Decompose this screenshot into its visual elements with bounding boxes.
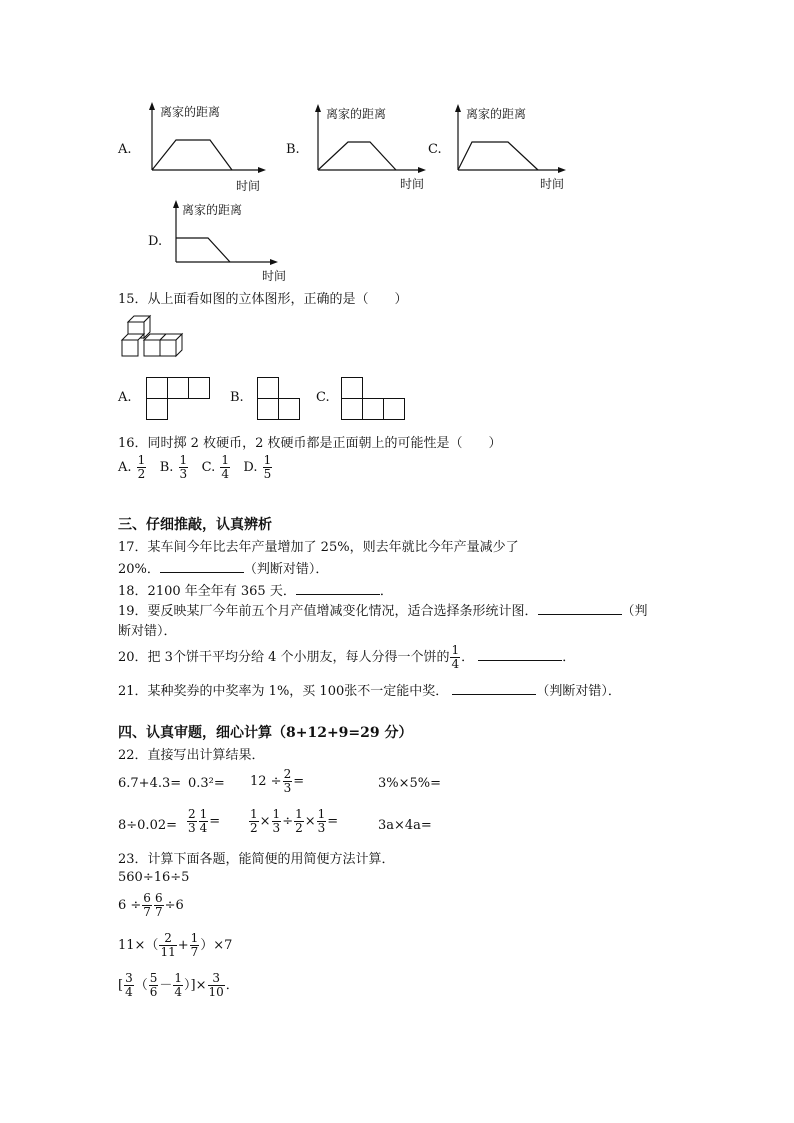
- y-axis-arrow: [173, 200, 179, 208]
- fraction: $\frac{1}{4}$: [451, 643, 460, 671]
- graph-d-line: [176, 238, 230, 262]
- q15-option-b-label: B.: [230, 390, 244, 405]
- q16-text: 16．同时掷 2 枚硬币，2 枚硬币都是正面朝上的可能性是（ ）: [118, 436, 502, 451]
- y-axis-arrow: [149, 102, 155, 110]
- grid-square: [341, 377, 363, 399]
- x-axis-label: 时间: [262, 269, 287, 283]
- cube-front: [160, 340, 176, 356]
- q23-expr-4: [ $\frac{3}{4}$ （ $\frac{5}{6}$ － $\frac{1}{4}$ ）]× $\frac{3}{10}$ ．: [118, 971, 239, 999]
- calc-r1-b: 0.3²=: [188, 776, 225, 791]
- q15-option-a-label: A.: [118, 390, 132, 405]
- q17-line1: 17．某车间今年比去年产量增加了 25%，则去年就比今年产量减少了: [118, 540, 519, 555]
- calc-r1-d: 3%×5%=: [378, 776, 442, 791]
- grid-square: [188, 377, 210, 399]
- y-axis-arrow: [315, 104, 321, 112]
- x-axis-label: 时间: [540, 177, 565, 191]
- q17-line2: 20%． （判断对错）．: [118, 558, 328, 577]
- fraction: $\frac{3}{10}$: [208, 971, 224, 999]
- fraction: $\frac{1}{4}$: [174, 971, 183, 999]
- fraction: $\frac{1}{4}$: [221, 453, 229, 481]
- x-axis-arrow: [258, 167, 266, 173]
- x-axis-arrow: [270, 259, 278, 265]
- q16-options: [118, 454, 273, 481]
- fraction: $\frac{1}{4}$: [199, 807, 208, 835]
- fraction: $\frac{3}{4}$: [125, 971, 133, 999]
- fraction: $\frac{1}{3}$: [272, 807, 281, 835]
- fraction: $\frac{6}{7}$: [154, 891, 163, 919]
- q15-text: 15．从上面看如图的立体图形，正确的是（ ）: [118, 292, 408, 307]
- option-b-label: B.: [286, 142, 300, 157]
- grid-square: [146, 377, 168, 399]
- answer-blank[interactable]: [296, 581, 380, 595]
- q18: 18．2100 年全年有 365 天． ．: [118, 580, 393, 599]
- q23-text: 23．计算下面各题，能简便的用简便方法计算．: [118, 852, 395, 867]
- calc-r1-c: 12 ÷ $\frac{2}{3}$ =: [250, 767, 305, 795]
- q16-option-a: A. $\frac{1}{2}$: [118, 453, 146, 481]
- calc-r2-a: 8÷0.02=: [118, 818, 178, 833]
- grid-square: [341, 398, 363, 420]
- answer-blank[interactable]: [538, 601, 622, 615]
- cube-front: [144, 340, 160, 356]
- fraction: $\frac{1}{2}$: [295, 807, 303, 835]
- grid-square: [257, 398, 279, 420]
- graph-a-line: [152, 140, 232, 170]
- option-d-label: D.: [148, 234, 163, 249]
- calc-r2-d: 3a×4a=: [378, 818, 432, 833]
- q16-option-c: C. $\frac{1}{4}$: [201, 453, 229, 481]
- grid-square: [257, 377, 279, 399]
- grid-square: [167, 377, 189, 399]
- fraction: $\frac{1}{3}$: [179, 453, 188, 481]
- q20: 20．把 3个饼干平均分给 4 个小朋友，每人分得一个饼的 $\frac{1}{4}$ ． ．: [118, 643, 576, 671]
- q21: 21．某种奖券的中奖率为 1%，买 100张不一定能中奖． （判断对错）．: [118, 680, 621, 699]
- answer-blank[interactable]: [478, 647, 562, 661]
- fraction: $\frac{1}{2}$: [137, 453, 146, 481]
- fraction: $\frac{2}{3}$: [283, 767, 292, 795]
- fraction: $\frac{6}{7}$: [143, 891, 151, 919]
- graph-d: [168, 200, 308, 286]
- fraction: $\frac{1}{2}$: [250, 807, 258, 835]
- solid-figure: [118, 314, 188, 360]
- q16-option-b: B. $\frac{1}{3}$: [159, 453, 188, 481]
- graph-c: [446, 104, 586, 196]
- q23-expr-3: 11×（ $\frac{2}{11}$ + $\frac{1}{7}$ ）×7: [118, 931, 233, 959]
- answer-blank[interactable]: [452, 681, 536, 695]
- x-axis-arrow: [558, 167, 566, 173]
- calc-r2-c: $\frac{1}{2}$ × $\frac{1}{3}$ ÷ $\frac{1}{2}$ × $\frac{1}{3}$ =: [250, 807, 339, 835]
- calc-r2-b: $\frac{2}{3}$ $\frac{1}{4}$ =: [188, 807, 221, 835]
- section4-title: 四、认真审题，细心计算（8+12+9=29 分）: [118, 725, 413, 741]
- grid-square: [146, 398, 168, 420]
- fraction: $\frac{5}{6}$: [149, 971, 158, 999]
- calc-r1-a: 6.7+4.3=: [118, 776, 182, 791]
- q22-text: 22．直接写出计算结果．: [118, 748, 265, 763]
- section3-title: 三、仔细推敲，认真辨析: [118, 517, 272, 533]
- x-axis-arrow: [418, 167, 426, 173]
- graph-b-line: [318, 142, 396, 170]
- y-axis-arrow: [455, 104, 461, 112]
- fraction: $\frac{1}{5}$: [263, 453, 272, 481]
- cube-top: [122, 334, 144, 340]
- option-c-label: C.: [428, 142, 442, 157]
- q15-option-c-label: C.: [316, 390, 330, 405]
- grid-square: [362, 398, 384, 420]
- q23-expr-1: 560÷16÷5: [118, 870, 190, 885]
- option-a-label: A.: [118, 142, 132, 157]
- graph-b: [304, 104, 444, 196]
- grid-square: [383, 398, 405, 420]
- y-axis-label: 离家的距离: [160, 105, 221, 119]
- graph-a: [140, 102, 280, 194]
- y-axis-label: 离家的距离: [182, 203, 243, 217]
- grid-square: [278, 398, 300, 420]
- q16-option-d: D. $\frac{1}{5}$: [243, 453, 272, 481]
- fraction: $\frac{1}{3}$: [317, 807, 326, 835]
- answer-blank[interactable]: [160, 559, 244, 573]
- q23-expr-2: 6 ÷ $\frac{6}{7}$ $\frac{6}{7}$ ÷6: [118, 891, 184, 919]
- x-axis-label: 时间: [400, 177, 425, 191]
- fraction: $\frac{2}{3}$: [188, 807, 196, 835]
- cube-front: [122, 340, 138, 356]
- q19-line1: 19．要反映某厂今年前五个月产值增减变化情况，适合选择条形统计图． （判: [118, 600, 648, 619]
- fraction: $\frac{1}{7}$: [190, 931, 199, 959]
- fraction: $\frac{2}{11}$: [160, 931, 176, 959]
- y-axis-label: 离家的距离: [466, 107, 527, 121]
- x-axis-label: 时间: [236, 179, 261, 193]
- graph-c-line: [458, 142, 538, 170]
- q19-line2: 断对错）．: [118, 624, 177, 639]
- y-axis-label: 离家的距离: [326, 107, 387, 121]
